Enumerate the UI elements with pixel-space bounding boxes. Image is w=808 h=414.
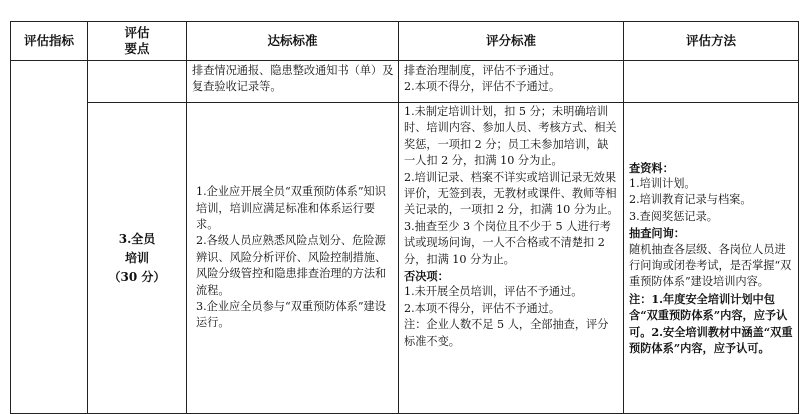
standard-cell [187, 61, 399, 103]
scoring-line: 排查治理制度，评估不予通过。 [404, 64, 561, 77]
check-item: 3.查阅奖惩记录。 [629, 209, 718, 223]
standard-cell [187, 103, 399, 414]
key-point-line: 3.全员 [118, 231, 156, 246]
veto-note: 注：企业人数不足 5 人，全部抽查，评分标准不变。 [404, 318, 609, 348]
key-point-cell-empty [88, 61, 187, 103]
header-key-points-text: 评估 要点 [124, 25, 150, 56]
header-standard: 达标标准 [187, 22, 399, 61]
standard-text: 排查情况通报、隐患整改通知书（单）及复查验收记录等。 [192, 64, 394, 94]
standard-item: 2.各级人员应熟悉风险点划分、危险源辨识、风险分析评价、风险控制措施、风险分级管控和隐患排查治理的方法和流程。 [196, 234, 387, 297]
scoring-item: 1.未制定培训计划，扣 5 分；未明确培训时、培训内容、参加人员、考核方式、相关奖惩，一项扣 2 分；员工未参加培训，缺一人扣 2 分，扣满 10 分为止。 [404, 105, 617, 168]
check-item: 1.培训计划。 [629, 176, 696, 190]
indicator-cell [11, 61, 88, 414]
header-indicator: 评估指标 [11, 22, 88, 61]
ask-title: 抽查问询： [629, 226, 685, 241]
table-row [11, 103, 799, 414]
header-row [11, 22, 799, 61]
veto-item: 2.本项不得分，评估不予通过。 [404, 301, 561, 315]
method-cell-empty [624, 61, 799, 103]
scoring-cell [399, 103, 624, 414]
scoring-item: 2.培训记录、档案不详实或培训记录无效果评价，无签到表，无教材或课件、教师等相关记录的，一项扣 2 分，扣满 10 分为止。 [404, 170, 619, 217]
veto-item: 1.未开展全员培训，评估不予通过。 [404, 285, 583, 299]
header-scoring: 评分标准 [399, 22, 624, 61]
veto-title: 否决项： [404, 269, 449, 284]
check-title: 查资料： [629, 160, 674, 175]
method-cell [624, 103, 799, 414]
scoring-cell [399, 61, 624, 103]
key-point-line: 培训 [124, 250, 149, 265]
standard-item: 3.企业应全员参与“双重预防体系”建设运行。 [196, 300, 386, 330]
table-row [11, 61, 799, 103]
header-method: 评估方法 [624, 22, 799, 61]
ask-text: 随机抽查各层级、各岗位人员进行问询或闭卷考试，是否掌握“双重预防体系”建设培训内容。 [629, 242, 792, 289]
assessment-table [10, 21, 799, 414]
scoring-item: 3.抽查至少 3 个岗位且不少于 5 人进行考试或现场问询，一人不合格或不清楚扣 2 分，扣满 10 分为止。 [404, 219, 611, 266]
method-note: 注：1.年度安全培训计划中包含“双重预防体系”内容，应予认可。2.安全培训教材中涵盖“双重预防体系”内容，应予认可。 [629, 291, 793, 356]
key-point-line: （30 分） [108, 269, 166, 284]
check-item: 2.培训教育记录与档案。 [629, 193, 752, 207]
key-point-training [88, 103, 187, 414]
standard-item: 1.企业应开展全员“双重预防体系”知识培训，培训应满足标准和体系运行要求。 [196, 185, 386, 231]
header-key-points [88, 22, 187, 61]
scoring-line: 2.本项不得分，评估不予通过。 [404, 80, 561, 94]
